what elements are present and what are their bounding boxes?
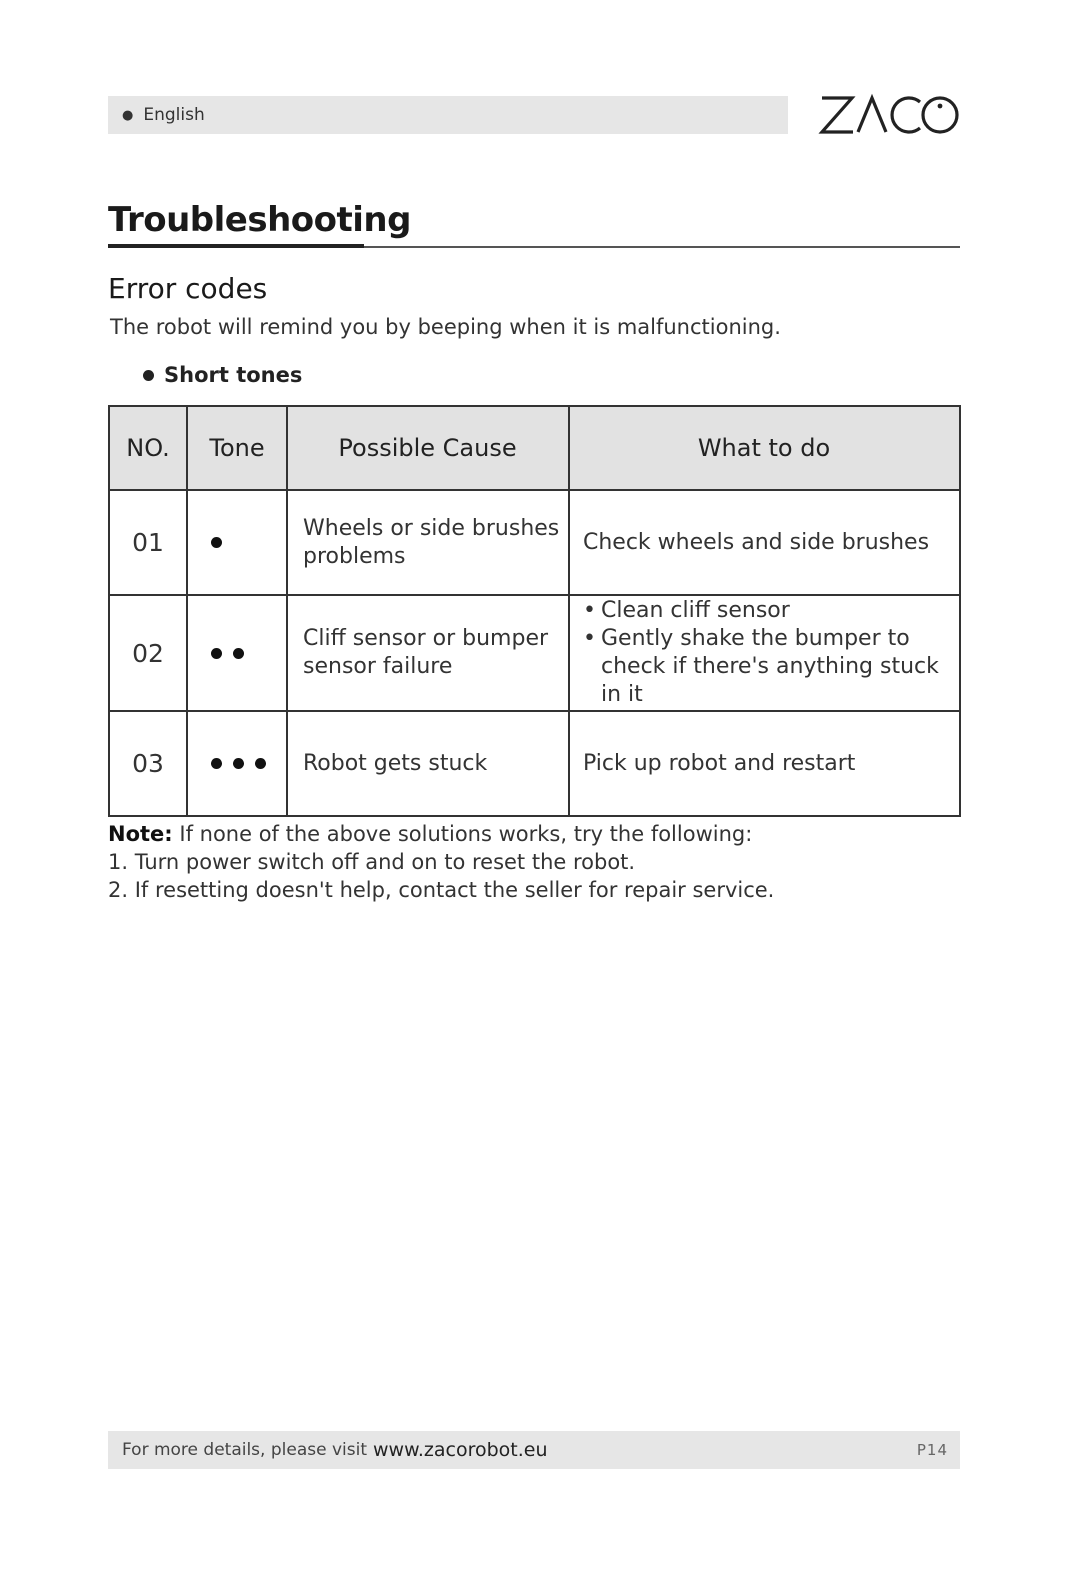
beep-dot-icon — [255, 758, 266, 769]
todo-item: • Clean cliff sensor — [583, 597, 958, 625]
row-no: 01 — [109, 490, 187, 595]
header-cause: Possible Cause — [287, 406, 569, 490]
row-tone — [187, 490, 287, 595]
header-todo: What to do — [569, 406, 960, 490]
table-row — [109, 595, 960, 711]
beep-dot-icon — [233, 648, 244, 659]
note-label: Note: — [108, 822, 173, 846]
footer-link[interactable]: www.zacorobot.eu — [373, 1439, 548, 1461]
row-cause: Cliff sensor or bumper sensor failure — [287, 595, 569, 711]
note-item: 2. If resetting doesn't help, contact the seller for repair service. — [108, 878, 775, 902]
zaco-logo — [818, 86, 960, 142]
note-text: If none of the above solutions works, try the following: — [179, 822, 753, 846]
tones-label-text: Short tones — [164, 363, 303, 387]
row-cause: Wheels or side brushes problems — [287, 490, 569, 595]
row-no: 02 — [109, 595, 187, 711]
row-todo — [569, 490, 960, 595]
section-subtitle: Error codes — [108, 272, 268, 305]
row-todo — [569, 711, 960, 816]
error-codes-table — [108, 405, 961, 817]
todo-item: • Gently shake the bumper to check if there's anything stuck in it — [583, 625, 958, 709]
footer-bar — [108, 1431, 960, 1469]
bullet-icon: ● — [122, 107, 134, 123]
beep-dot-icon — [233, 758, 244, 769]
title-underline — [108, 244, 364, 248]
beep-dot-icon — [211, 537, 222, 548]
note-item: 1. Turn power switch off and on to reset the robot. — [108, 850, 636, 874]
beep-indicator — [189, 648, 285, 659]
table-row — [109, 490, 960, 595]
row-todo — [569, 595, 960, 711]
beep-dot-icon — [211, 648, 222, 659]
beep-indicator — [189, 758, 285, 769]
note-block — [108, 820, 774, 904]
page-number: P14 — [916, 1441, 948, 1459]
bullet-icon — [143, 370, 154, 381]
row-no: 03 — [109, 711, 187, 816]
header-no: NO. — [109, 406, 187, 490]
todo-text: Pick up robot and restart — [583, 750, 856, 776]
language-label: English — [143, 105, 205, 125]
page-title: Troubleshooting — [108, 200, 411, 240]
table-row — [109, 711, 960, 816]
todo-text: Check wheels and side brushes — [583, 529, 930, 555]
row-tone — [187, 711, 287, 816]
beep-indicator — [189, 537, 285, 548]
row-tone — [187, 595, 287, 711]
language-bar — [108, 96, 788, 134]
footer-text: For more details, please visit — [122, 1440, 367, 1460]
intro-text: The robot will remind you by beeping when it is malfunctioning. — [110, 315, 781, 339]
header-tone: Tone — [187, 406, 287, 490]
tones-label — [143, 363, 302, 387]
beep-dot-icon — [211, 758, 222, 769]
row-cause: Robot gets stuck — [287, 711, 569, 816]
table-header-row — [109, 406, 960, 490]
note-line — [108, 820, 774, 848]
